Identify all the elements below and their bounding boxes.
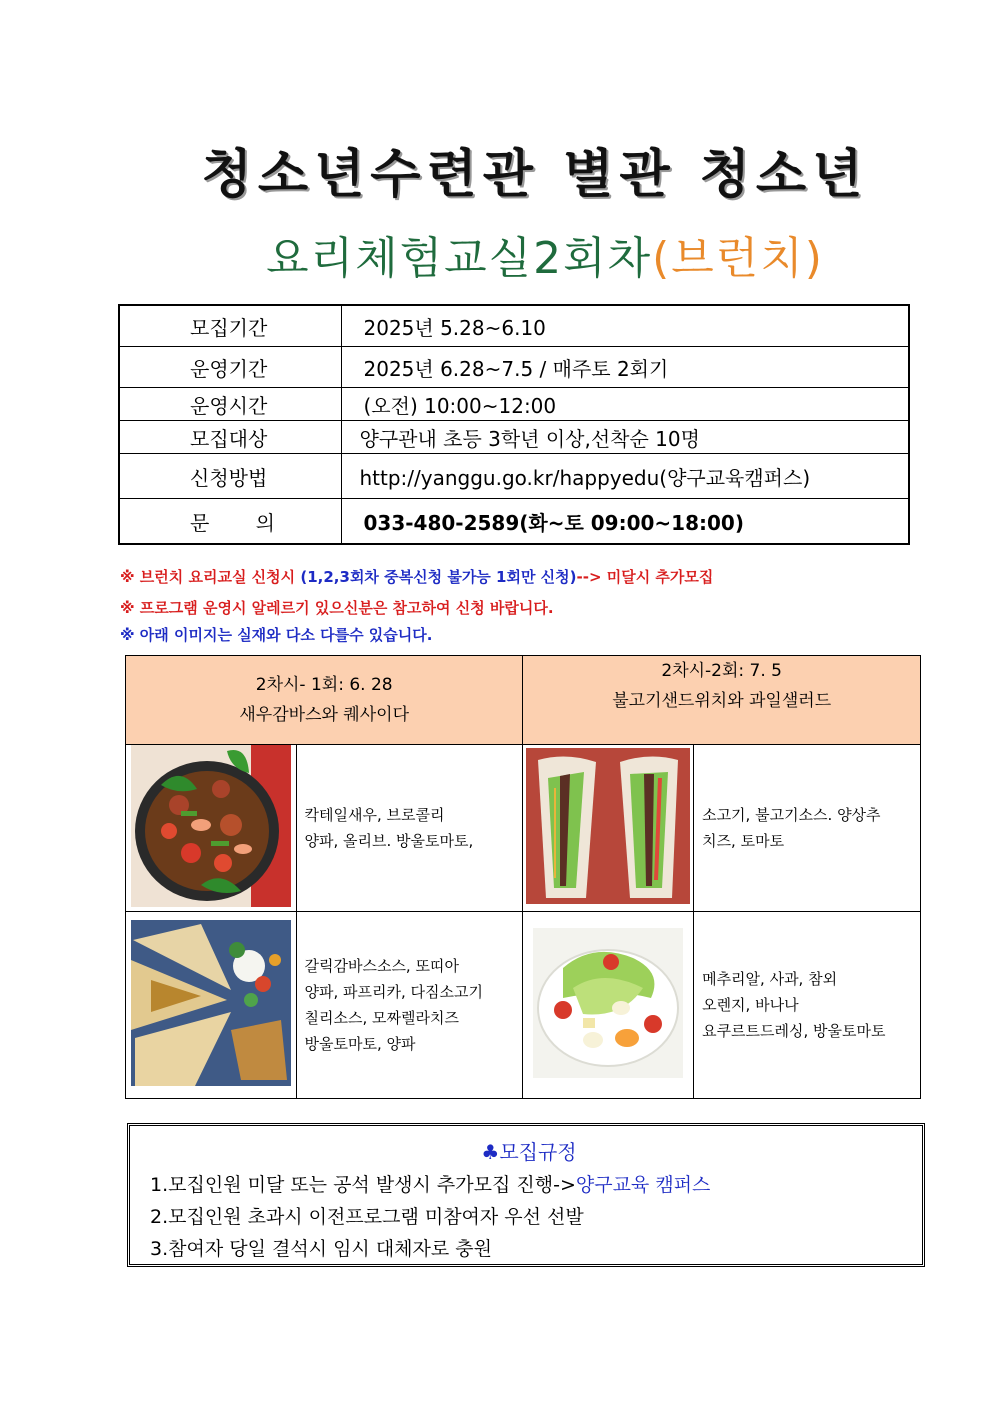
info-value: 033-480-2589(화~토 09:00~18:00) [341,499,909,545]
note-1-red: ※ 브런치 요리교실 신청시 [120,568,301,586]
ingredient-line: 메추리알, 사과, 참외 [702,970,838,988]
session1-dish: 새우감바스와 퀘사이다 [239,705,409,725]
note-1-arrow: --> 미달시 추가모집 [576,568,714,586]
note-3: ※ 아래 이미지는 실재와 다소 다를수 있습니다. [120,626,433,644]
note-2: ※ 프로그램 운영시 알레르기 있으신분은 참고하여 신청 바랍니다. [120,599,554,617]
info-row [119,499,909,545]
info-link[interactable]: http://yanggu.go.kr/happyedu(양구교육캠퍼스) [341,454,909,499]
title-line2 [0,222,992,286]
info-row [119,305,909,347]
menu-ingredients [694,912,921,1099]
ingredient-line: 칵테일새우, 브로콜리 [304,806,445,824]
info-row [119,454,909,499]
title-line1: 청소년수련관 별관 청소년 [201,145,869,205]
info-table [118,304,910,545]
rule-2: 2.모집인원 초과시 이전프로그램 미참여자 우선 선발 [150,1206,584,1228]
info-label: 모집대상 [119,421,341,454]
bulgogi-sandwich-photo [523,745,694,912]
info-value: 양구관내 초등 3학년 이상,선착순 10명 [341,421,909,454]
fruit-salad-image [533,928,683,1078]
menu-head-row [126,656,921,745]
info-row [119,421,909,454]
note-1 [120,566,713,587]
info-label: 신청방법 [119,454,341,499]
rule-1-text: 1.모집인원 미달 또는 공석 발생시 추가모집 진행-> [150,1174,576,1196]
rule-1-link[interactable]: 양구교육 캠퍼스 [575,1174,711,1196]
info-label: 운영기간 [119,347,341,388]
recruitment-rules-box [127,1123,925,1267]
session2-title: 2차시-2회: 7. 5 [661,661,782,681]
menu-ingredients [296,912,523,1099]
session1-title: 2차시- 1회: 6. 28 [255,675,393,695]
bulgogi-sandwich-image [526,748,690,904]
rules-title: ♣모집규정 [481,1140,577,1164]
note-1-blue: (1,2,3회차 중복신청 불가능 1회만 신청) [300,568,577,586]
menu-ingredients [296,745,523,912]
ingredient-line: 요쿠르트드레싱, 방울토마토 [702,1022,886,1040]
info-row [119,347,909,388]
menu-ingredients [694,745,921,912]
ingredient-line: 양파, 올리브. 방울토마토, [304,832,474,850]
info-value: 2025년 6.28~7.5 / 매주토 2회기 [341,347,909,388]
info-label: 운영시간 [119,388,341,421]
ingredient-line: 오렌지, 바나나 [702,996,799,1014]
info-label: 모집기간 [119,305,341,347]
ingredient-line: 갈릭감바스소스, 또띠아 [304,957,459,975]
ingredient-line: 방울토마토, 양파 [304,1035,416,1053]
menu-row [126,912,921,1099]
ingredient-line: 소고기, 불고기소스. 양상추 [702,806,881,824]
session2-head [523,656,921,745]
quesadilla-image [131,920,291,1086]
menu-table [125,655,921,1099]
session2-dish: 불고기샌드위치와 과일샐러드 [612,691,832,711]
ingredient-line: 치즈, 토마토 [702,832,785,850]
info-value: (오전) 10:00~12:00 [341,388,909,421]
menu-row [126,745,921,912]
shrimp-gambas-photo [126,745,297,912]
shrimp-gambas-image [131,745,291,907]
rule-1 [150,1170,710,1197]
fruit-salad-photo [523,912,694,1099]
session1-head [126,656,523,745]
info-value: 2025년 5.28~6.10 [341,305,909,347]
quesadilla-photo [126,912,297,1099]
ingredient-line: 칠리소스, 모짜렐라치즈 [304,1009,459,1027]
info-row [119,388,909,421]
info-label: 문 의 [119,499,341,545]
ingredient-line: 양파, 파프리카, 다짐소고기 [304,983,483,1001]
title-line2-sub: (브런치) [652,233,824,284]
rule-3: 3.참여자 당일 결석시 임시 대체자로 충원 [150,1238,492,1260]
title-line2-main: 요리체험교실2회차 [266,233,653,284]
